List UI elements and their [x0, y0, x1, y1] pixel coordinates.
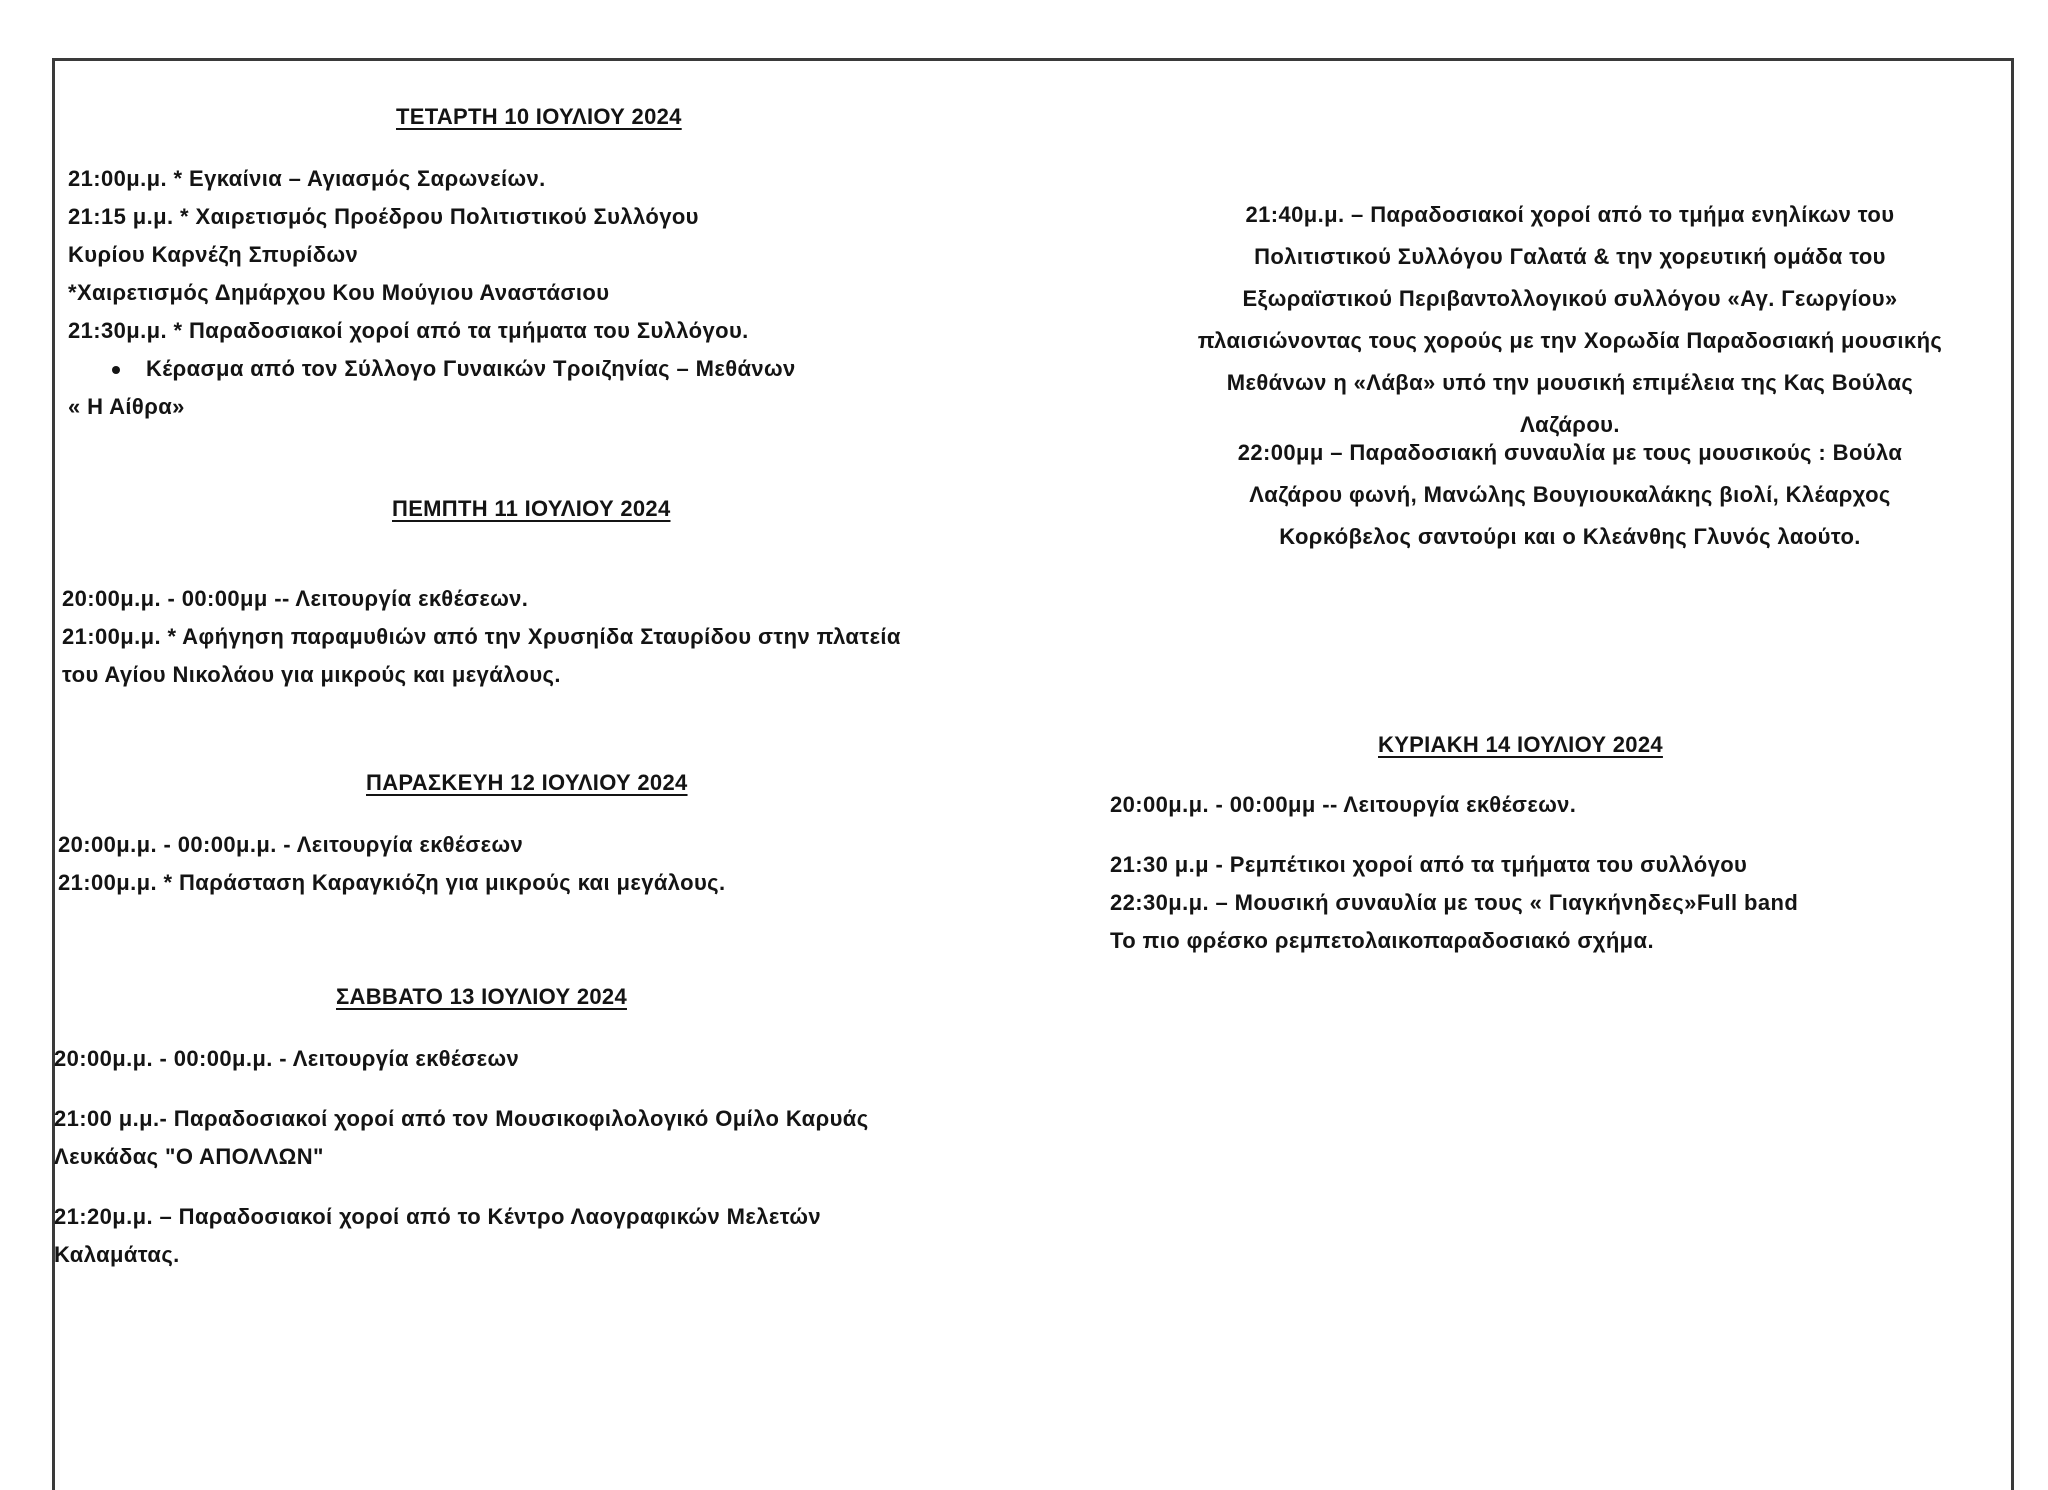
schedule-line-bulleted	[68, 350, 796, 388]
sunday-block	[1110, 786, 1798, 960]
heading-wednesday: ΤΕΤΑΡΤΗ 10 ΙΟΥΛΙΟΥ 2024	[396, 104, 682, 129]
schedule-line: 21:20μ.μ. – Παραδοσιακοί χοροί από το Κέντρο Λαογραφικών Μελετών	[54, 1204, 821, 1229]
saturday-block	[54, 1040, 869, 1274]
saturday-continued-block	[1110, 194, 2030, 446]
schedule-line: Κορκόβελος σαντούρι και ο Κλεάνθης Γλυνός λαούτο.	[1279, 524, 1861, 549]
schedule-line: 22:30μ.μ. – Μουσική συναυλία με τους « Γιαγκήνηδες»Full band	[1110, 890, 1799, 915]
schedule-line-text: Κέρασμα από τον Σύλλογο Γυναικών Τροιζηνίας – Μεθάνων	[146, 356, 796, 381]
schedule-line: Μεθάνων η «Λάβα» υπό την μουσική επιμέλεια της Κας Βούλας	[1226, 370, 1914, 395]
schedule-line: Λαζάρου.	[1520, 412, 1620, 437]
schedule-line: του Αγίου Νικολάου για μικρούς και μεγάλους.	[62, 662, 561, 687]
schedule-line: 20:00μ.μ. - 00:00μμ -- Λειτουργία εκθέσεων.	[1110, 792, 1577, 817]
schedule-line: *Χαιρετισμός Δημάρχου Κου Μούγιου Αναστάσιου	[68, 280, 610, 305]
heading-sunday: ΚΥΡΙΑΚΗ 14 ΙΟΥΛΙΟΥ 2024	[1378, 732, 1663, 757]
schedule-line: 20:00μ.μ. - 00:00μ.μ. - Λειτουργία εκθέσεων	[54, 1046, 520, 1071]
schedule-line: Λευκάδας "Ο ΑΠΟΛΛΩΝ"	[54, 1144, 324, 1169]
schedule-line: 21:30μ.μ. * Παραδοσιακοί χοροί από τα τμήματα του Συλλόγου.	[68, 318, 749, 343]
heading-thursday: ΠΕΜΠΤΗ 11 ΙΟΥΛΙΟΥ 2024	[392, 496, 671, 521]
friday-block	[58, 826, 726, 902]
wednesday-block	[68, 160, 796, 426]
schedule-line: 21:00μ.μ. * Αφήγηση παραμυθιών από την Χρυσηίδα Σταυρίδου στην πλατεία	[62, 624, 901, 649]
schedule-line: Το πιο φρέσκο ρεμπετολαικοπαραδοσιακό σχήμα.	[1110, 928, 1654, 953]
schedule-line: « Η Αίθρα»	[68, 394, 185, 419]
schedule-line: 22:00μμ – Παραδοσιακή συναυλία με τους μουσικούς : Βούλα	[1237, 440, 1903, 465]
schedule-line: 21:00μ.μ. * Εγκαίνια – Αγιασμός Σαρωνείων.	[68, 166, 546, 191]
schedule-line: 21:00μ.μ. * Παράσταση Καραγκιόζη για μικρούς και μεγάλους.	[58, 870, 726, 895]
schedule-line: πλαισιώνοντας τους χορούς με την Χορωδία Παραδοσιακή μουσικής	[1197, 328, 1943, 353]
schedule-line: Κυρίου Καρνέζη Σπυρίδων	[68, 242, 359, 267]
schedule-line: 21:40μ.μ. – Παραδοσιακοί χοροί από το τμήμα ενηλίκων του	[1245, 202, 1895, 227]
heading-friday: ΠΑΡΑΣΚΕΥΗ 12 ΙΟΥΛΙΟΥ 2024	[366, 770, 688, 795]
thursday-block	[62, 580, 901, 694]
schedule-line: Πολιτιστικού Συλλόγου Γαλατά & την χορευτική ομάδα του	[1254, 244, 1886, 269]
schedule-line: 20:00μ.μ. - 00:00μμ -- Λειτουργία εκθέσεων.	[62, 586, 529, 611]
schedule-line: Λαζάρου φωνή, Μανώλης Βουγιουκαλάκης βιολί, Κλέαρχος	[1249, 482, 1891, 507]
heading-saturday: ΣΑΒΒΑΤΟ 13 ΙΟΥΛΙΟΥ 2024	[336, 984, 627, 1009]
schedule-line: 21:30 μ.μ - Ρεμπέτικοι χοροί από τα τμήματα του συλλόγου	[1110, 852, 1748, 877]
schedule-line: Καλαμάτας.	[54, 1242, 180, 1267]
schedule-line: Εξωραϊστικού Περιβαντολλογικού συλλόγου «Αγ. Γεωργίου»	[1242, 286, 1898, 311]
schedule-line: 20:00μ.μ. - 00:00μ.μ. - Λειτουργία εκθέσεων	[58, 832, 524, 857]
bullet-icon	[112, 366, 120, 374]
schedule-line: 21:15 μ.μ. * Χαιρετισμός Προέδρου Πολιτιστικού Συλλόγου	[68, 204, 699, 229]
schedule-line: 21:00 μ.μ.- Παραδοσιακοί χοροί από τον Μουσικοφιλολογικό Ομίλο Καρυάς	[54, 1106, 869, 1131]
concert-block	[1110, 432, 2030, 558]
